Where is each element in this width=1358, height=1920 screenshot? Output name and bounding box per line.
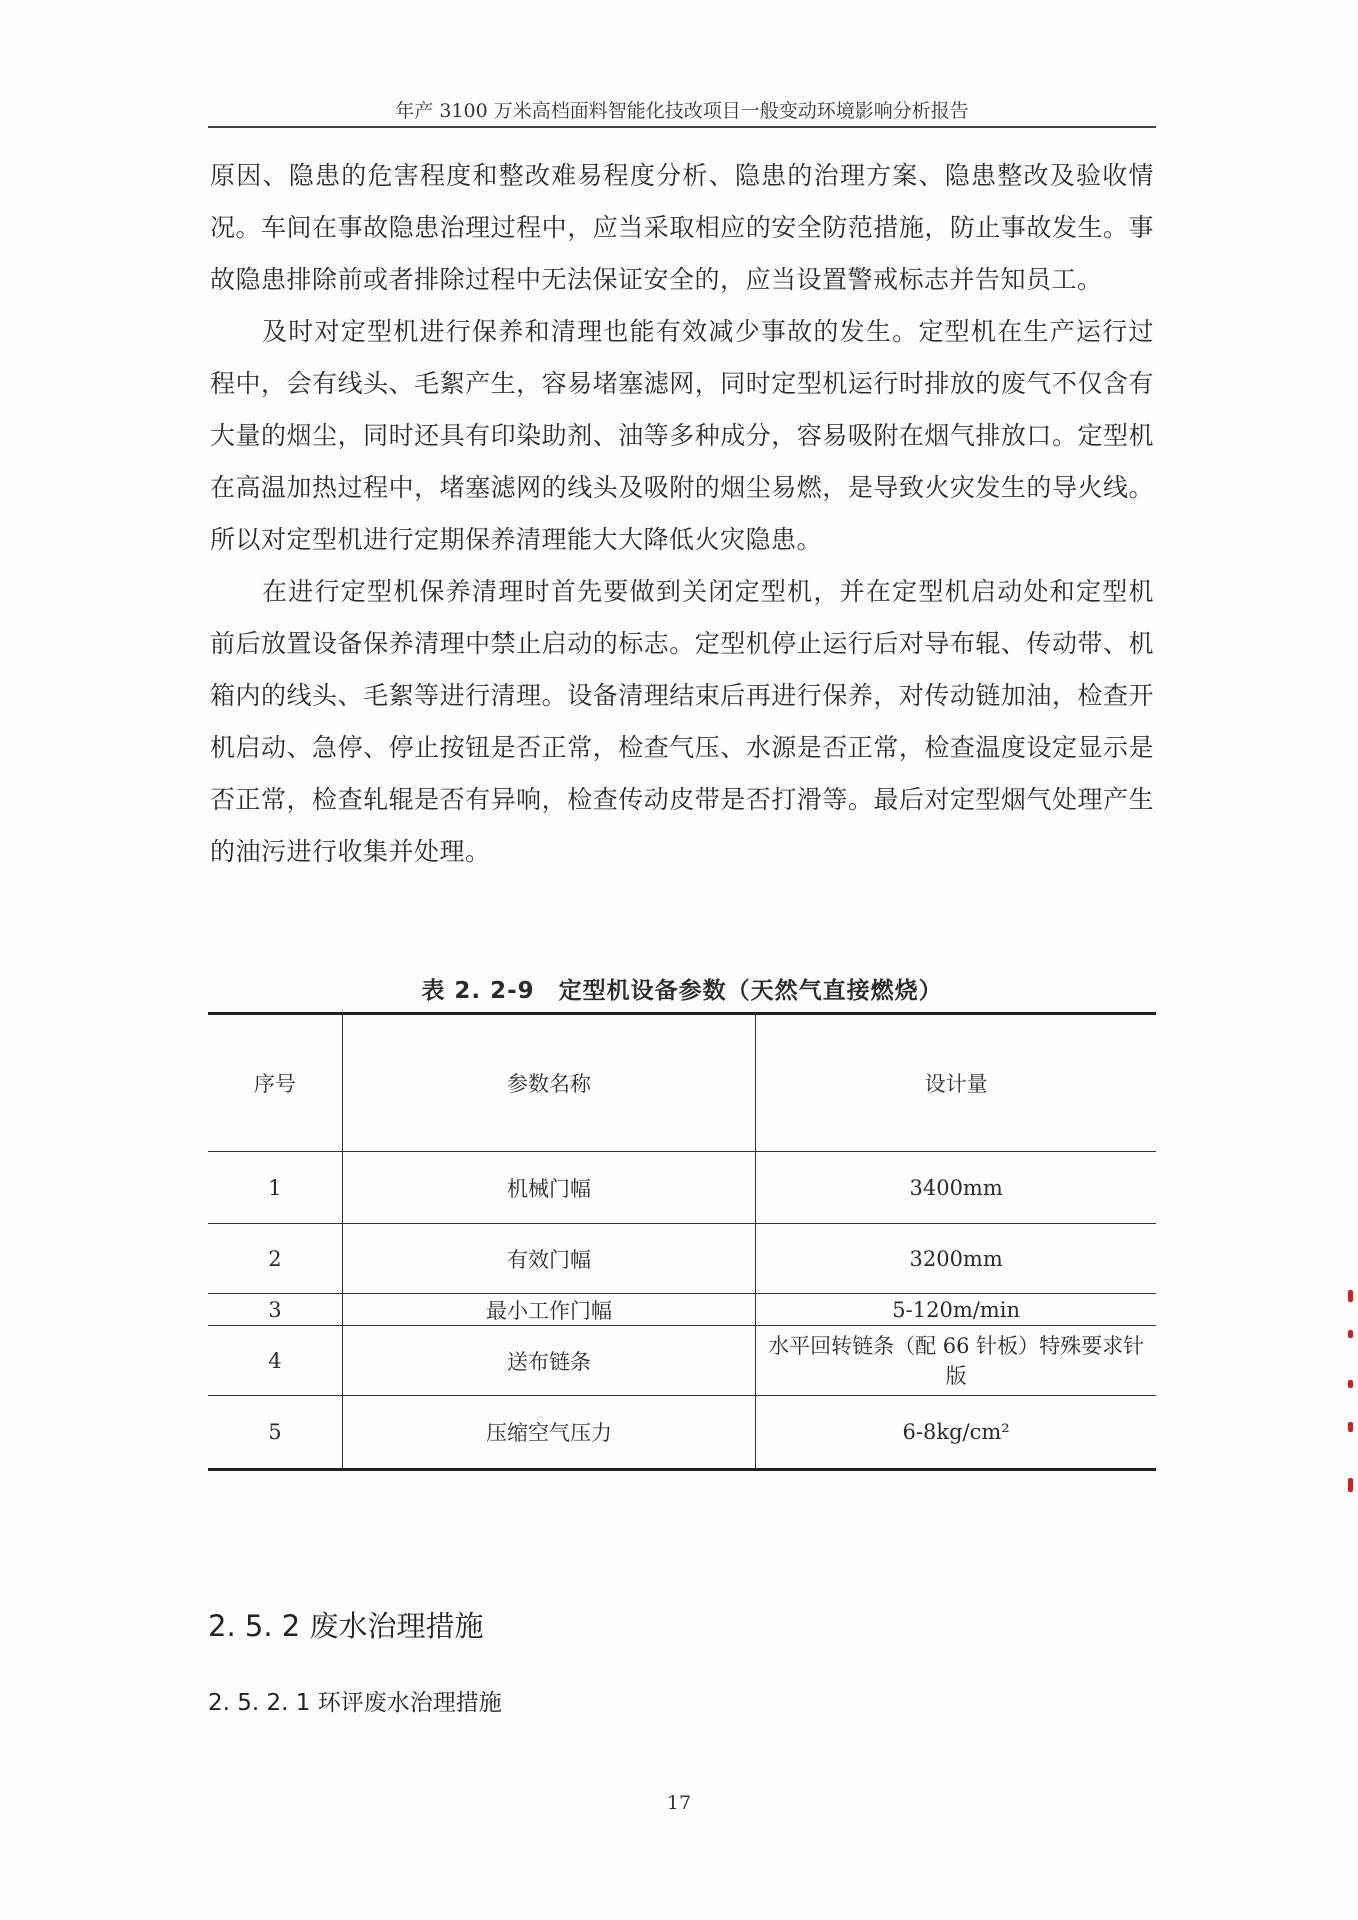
cell-index: 1 <box>208 1152 342 1224</box>
paragraph-1: 原因、隐患的危害程度和整改难易程度分析、隐患的治理方案、隐患整改及验收情况。车间在事故隐患治理过程中，应当采取相应的安全防范措施，防止事故发生。事故隐患排除前或者排除过程中无法保证安全的，应当设置警戒标志并告知员工。 <box>210 161 1154 294</box>
binding-edge-mark <box>1348 1422 1353 1432</box>
page-header: 年产 3100 万米高档面料智能化技改项目一般变动环境影响分析报告 <box>395 100 969 122</box>
table-row <box>208 1152 1156 1224</box>
cell-design-value: 5-120m/min <box>756 1294 1156 1326</box>
cell-index: 3 <box>208 1294 342 1326</box>
cell-param-name: 送布链条 <box>342 1326 755 1396</box>
section-heading-2-5-2-1: 2. 5. 2. 1 环评废水治理措施 <box>208 1690 502 1716</box>
cell-param-name: 机械门幅 <box>342 1152 755 1224</box>
cell-design-value: 水平回转链条（配 66 针板）特殊要求针版 <box>756 1326 1156 1396</box>
cell-param-name: 压缩空气压力 <box>342 1396 755 1470</box>
table-row <box>208 1396 1156 1470</box>
header-cell-param-name: 参数名称 <box>342 1014 755 1152</box>
cell-design-value: 3400mm <box>756 1152 1156 1224</box>
cell-design-value: 3200mm <box>756 1224 1156 1294</box>
cell-param-name: 最小工作门幅 <box>342 1294 755 1326</box>
paragraph-3: 在进行定型机保养清理时首先要做到关闭定型机，并在定型机启动处和定型机前后放置设备保养清理中禁止启动的标志。定型机停止运行后对导布辊、传动带、机箱内的线头、毛絮等进行清理。设备清理结束后再进行保养，对传动链加油，检查开机启动、急停、停止按钮是否正常，检查气压、水源是否正常，检查温度设定显示是否正常，检查轧辊是否有异响，检查传动皮带是否打滑等。最后对定型烟气处理产生的油污进行收集并处理。 <box>210 577 1154 866</box>
table-row <box>208 1224 1156 1294</box>
table-caption: 表 2. 2-9 定型机设备参数（天然气直接燃烧） <box>421 978 943 1004</box>
table-header-row <box>208 1014 1156 1152</box>
parameter-table <box>208 1012 1156 1471</box>
cell-index: 4 <box>208 1326 342 1396</box>
cell-param-name: 有效门幅 <box>342 1224 755 1294</box>
binding-edge-mark <box>1348 1290 1353 1302</box>
table-row <box>208 1294 1156 1326</box>
binding-edge-mark <box>1348 1330 1353 1338</box>
section-heading-2-5-2: 2. 5. 2 废水治理措施 <box>208 1609 484 1643</box>
cell-index: 5 <box>208 1396 342 1470</box>
binding-edge-mark <box>1348 1380 1353 1388</box>
header-divider <box>208 126 1156 128</box>
paragraph-2: 及时对定型机进行保养和清理也能有效减少事故的发生。定型机在生产运行过程中，会有线头、毛絮产生，容易堵塞滤网，同时定型机运行时排放的废气不仅含有大量的烟尘，同时还具有印染助剂、油等多种成分，容易吸附在烟气排放口。定型机在高温加热过程中，堵塞滤网的线头及吸附的烟尘易燃，是导致火灾发生的导火线。所以对定型机进行定期保养清理能大大降低火灾隐患。 <box>210 317 1154 554</box>
table-row <box>208 1326 1156 1396</box>
page-number: 17 <box>666 1792 692 1814</box>
header-cell-index: 序号 <box>208 1014 342 1152</box>
cell-index: 2 <box>208 1224 342 1294</box>
cell-design-value: 6-8kg/cm² <box>756 1396 1156 1470</box>
header-cell-design-value: 设计量 <box>756 1014 1156 1152</box>
binding-edge-mark <box>1348 1478 1353 1492</box>
body-text <box>210 150 1154 878</box>
